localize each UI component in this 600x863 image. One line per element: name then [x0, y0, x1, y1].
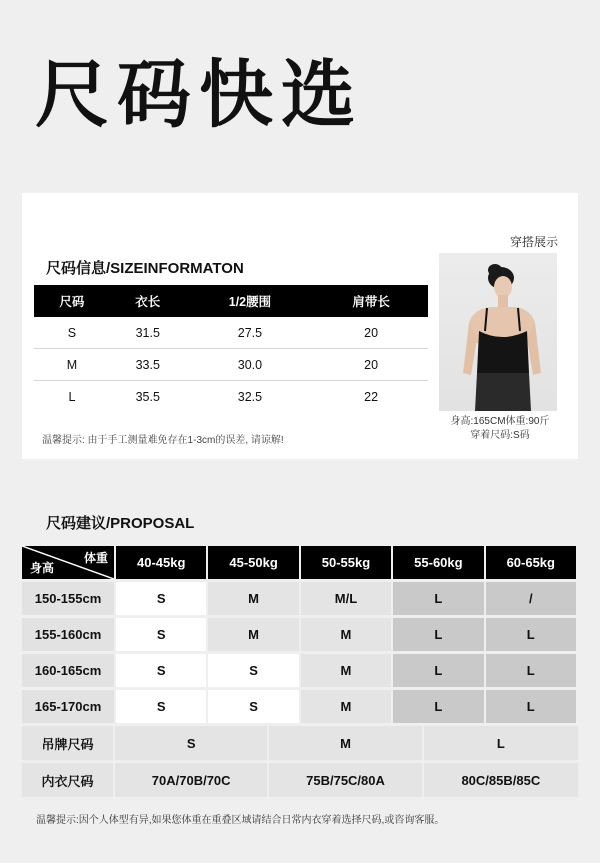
size-table-header: 肩带长 — [314, 285, 428, 317]
size-cell: M/L — [301, 582, 391, 615]
tag-size-row — [22, 726, 578, 760]
height-label: 150-155cm — [22, 582, 114, 615]
size-table-header: 1/2腰围 — [186, 285, 315, 317]
bra-size-row — [22, 763, 578, 797]
size-cell: L — [393, 654, 483, 687]
bra-size-cell: 70A/70B/70C — [113, 763, 267, 797]
table-cell: 27.5 — [186, 317, 315, 349]
size-table-header-row — [34, 285, 428, 317]
size-cell: S — [116, 654, 206, 687]
tag-size-cell: M — [267, 726, 421, 760]
size-cell: / — [486, 582, 576, 615]
table-row — [22, 618, 576, 651]
height-label: 155-160cm — [22, 618, 114, 651]
size-mapping — [22, 726, 578, 800]
tag-size-label: 吊牌尺码 — [22, 726, 113, 760]
table-cell: 20 — [314, 317, 428, 349]
size-table-header: 衣长 — [110, 285, 186, 317]
proposal-note: 温馨提示:因个人体型有异,如果您体重在重叠区域请结合日常内衣穿着选择尺码,或咨询客服。 — [36, 815, 445, 826]
proposal-heading: 尺码建议/PROPOSAL — [46, 515, 195, 532]
page-title: 尺码快选 — [35, 52, 363, 138]
table-cell: 30.0 — [186, 349, 315, 381]
weight-header: 55-60kg — [393, 546, 483, 579]
size-table-header: 尺码 — [34, 285, 110, 317]
size-cell: S — [208, 654, 298, 687]
model-stats: 身高:165CM体重:90斤 — [450, 416, 550, 427]
table-cell: S — [34, 317, 110, 349]
table-cell: 31.5 — [110, 317, 186, 349]
model-photo — [439, 253, 557, 411]
size-cell: L — [393, 690, 483, 723]
table-row — [34, 381, 428, 413]
weight-header: 60-65kg — [486, 546, 576, 579]
table-cell: 32.5 — [237, 389, 263, 404]
size-cell: S — [116, 618, 206, 651]
size-cell: M — [301, 690, 391, 723]
size-cell: M — [208, 618, 298, 651]
size-cell: L — [486, 690, 576, 723]
measurement-note: 温馨提示: 由于手工测量难免存在1-3cm的误差, 请谅解! — [42, 435, 284, 446]
table-row — [34, 317, 428, 349]
size-info-card — [22, 193, 578, 459]
table-row — [22, 582, 576, 615]
table-cell: 20 — [314, 349, 428, 381]
weight-header: 40-45kg — [116, 546, 206, 579]
showcase-label: 穿搭展示 — [509, 235, 558, 249]
weight-axis-label: 体重 — [83, 551, 108, 565]
table-row — [22, 690, 576, 723]
bra-size-cell: 75B/75C/80A — [267, 763, 421, 797]
bra-size-label: 内衣尺码 — [22, 763, 113, 797]
height-label: 160-165cm — [22, 654, 114, 687]
model-size-worn: 穿着尺码:S码 — [470, 429, 530, 441]
size-cell: S — [116, 582, 206, 615]
table-cell: L — [68, 389, 76, 404]
corner-header — [22, 546, 114, 579]
model-illustration — [439, 253, 557, 411]
table-cell: 22 — [364, 389, 379, 404]
table-row — [22, 654, 576, 687]
size-cell: M — [301, 618, 391, 651]
table-cell: M — [34, 349, 110, 381]
size-cell: L — [486, 618, 576, 651]
size-cell: S — [208, 690, 298, 723]
table-cell: 35.5 — [135, 389, 160, 404]
size-info-heading: 尺码信息/SIZEINFORMATON — [46, 260, 244, 277]
weight-header: 45-50kg — [208, 546, 298, 579]
size-cell: S — [116, 690, 206, 723]
tag-size-cell: S — [113, 726, 267, 760]
height-axis-label: 身高 — [30, 561, 55, 575]
table-row — [34, 349, 428, 381]
size-cell: L — [486, 654, 576, 687]
size-cell: M — [208, 582, 298, 615]
size-cell: L — [393, 618, 483, 651]
size-info-table — [34, 285, 428, 412]
size-proposal-table — [20, 543, 578, 726]
model-info — [432, 415, 568, 442]
size-cell: L — [393, 582, 483, 615]
weight-header: 50-55kg — [301, 546, 391, 579]
bra-size-cell: 80C/85B/85C — [422, 763, 578, 797]
tag-size-cell: L — [422, 726, 578, 760]
size-cell: M — [301, 654, 391, 687]
height-label: 165-170cm — [22, 690, 114, 723]
proposal-header-row — [22, 546, 576, 579]
table-cell: 33.5 — [110, 349, 186, 381]
